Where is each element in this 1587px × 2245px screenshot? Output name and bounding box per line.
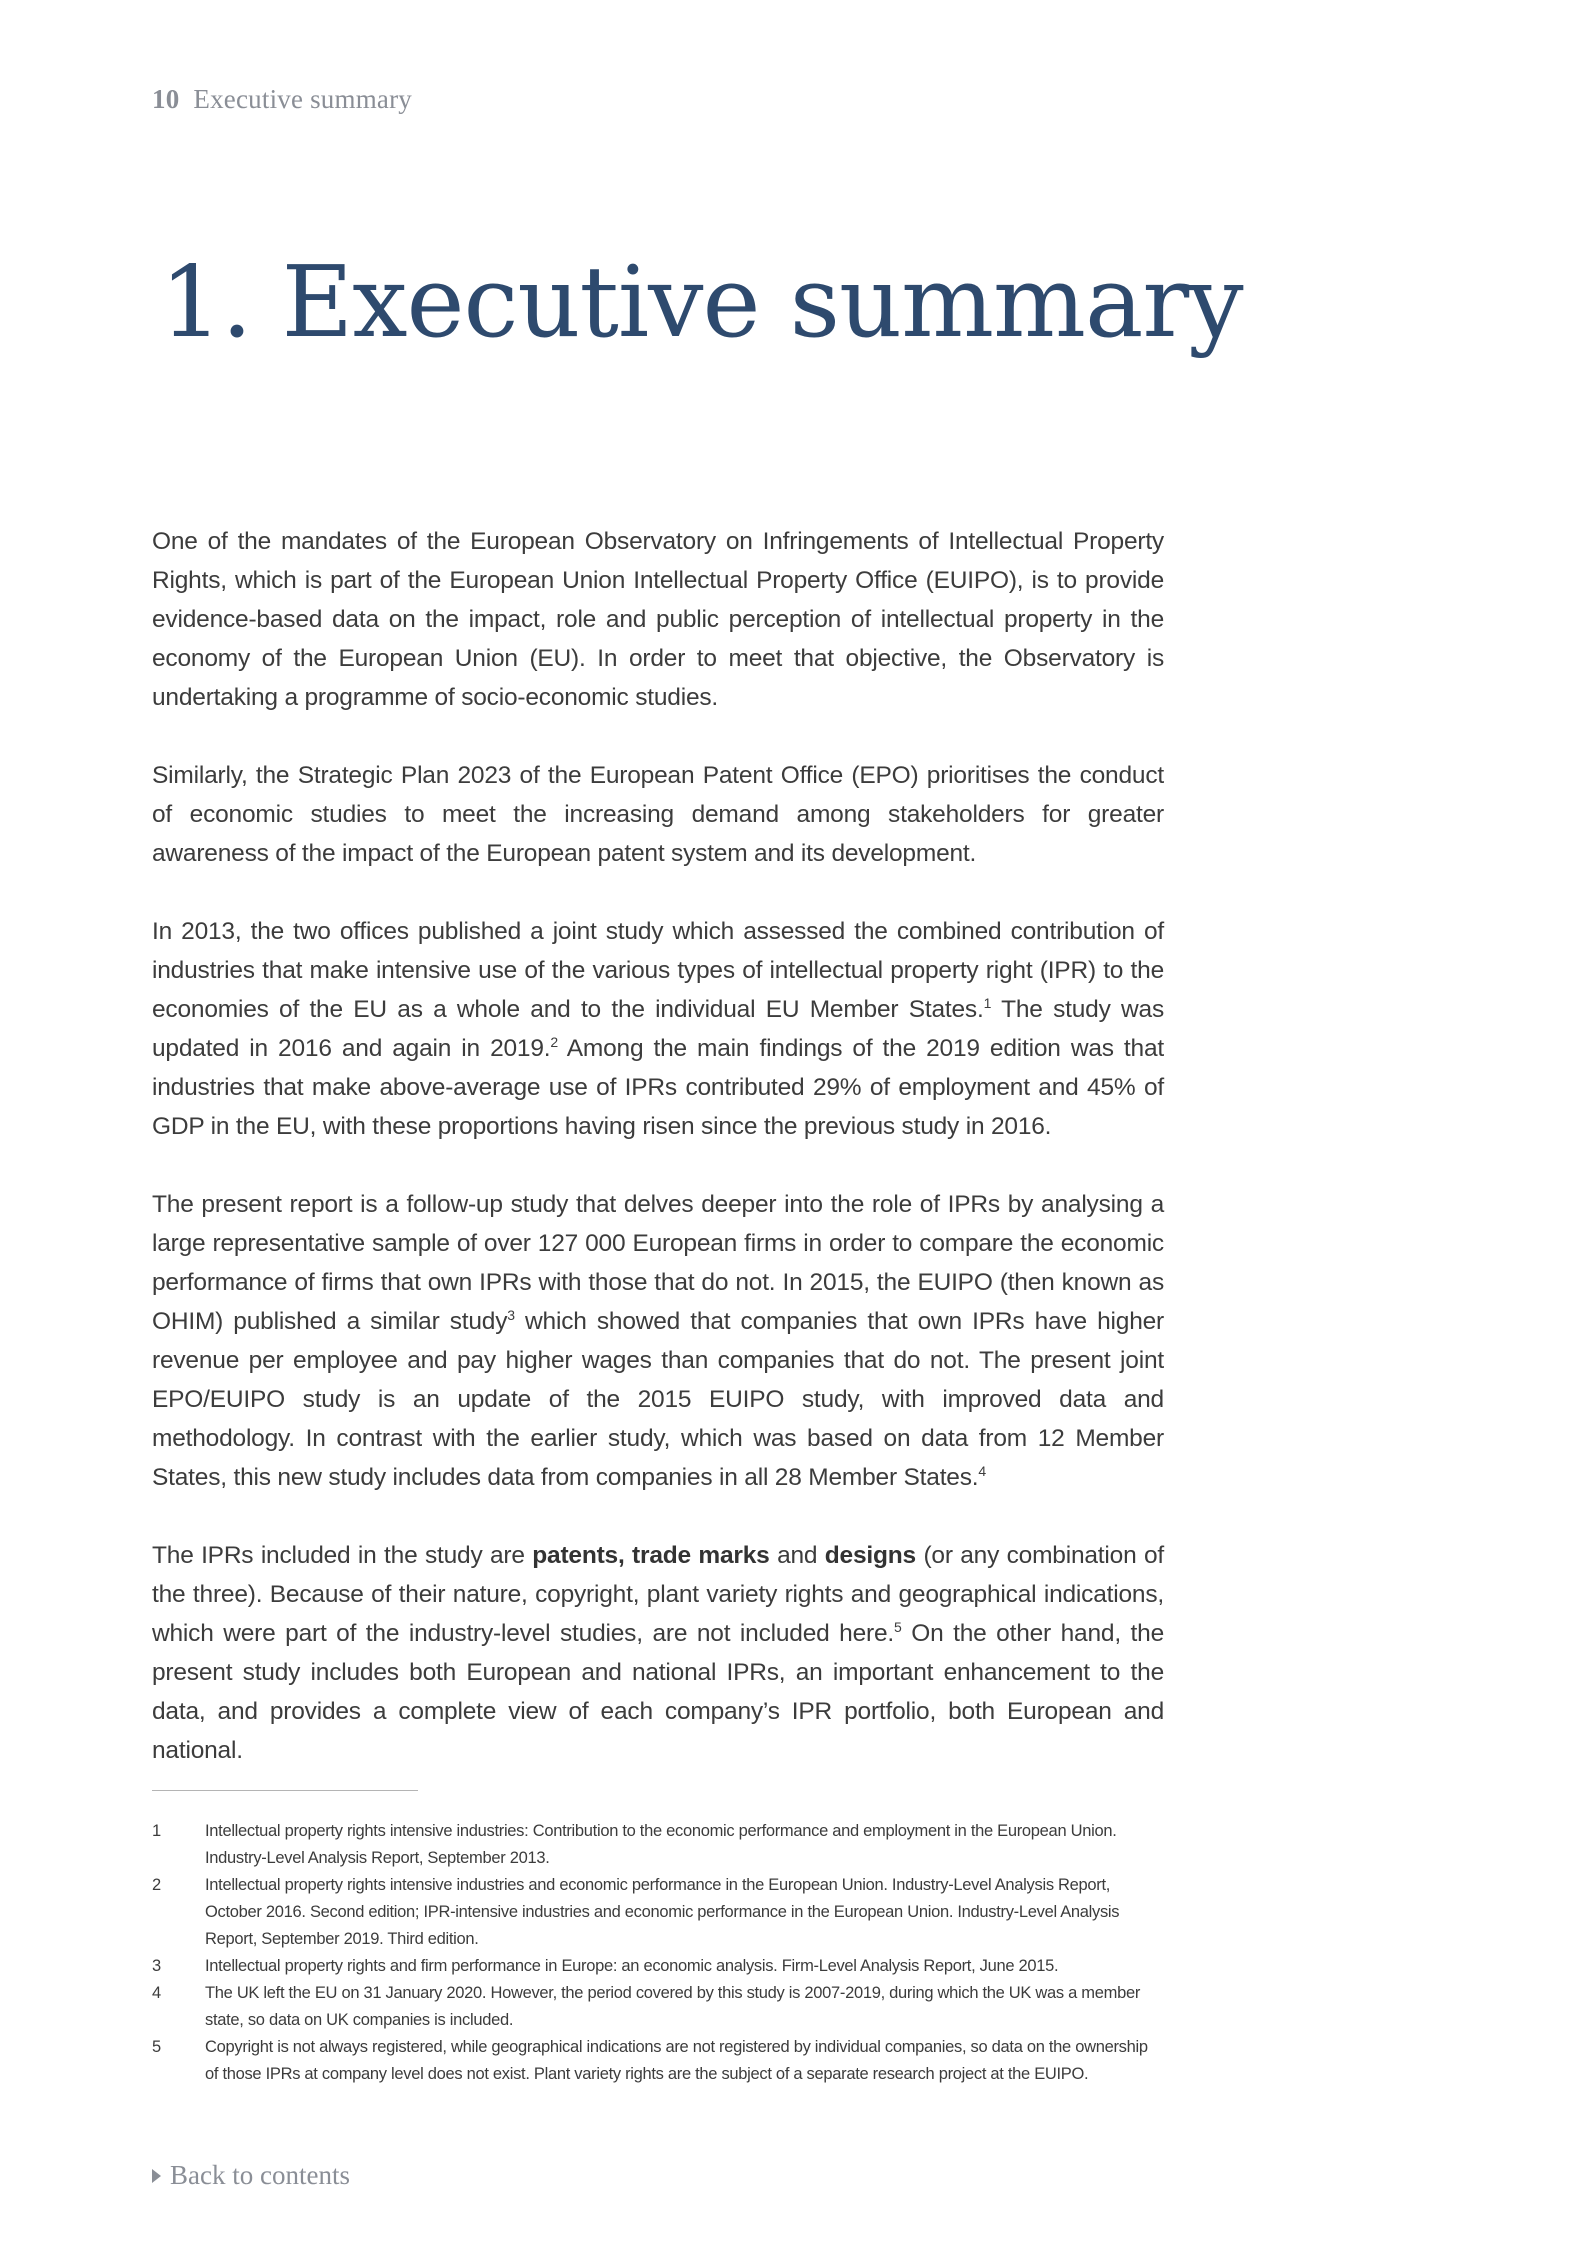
footnote-number: 2	[152, 1876, 161, 1894]
paragraph-5-text: On the other hand, the present study includes both European and national IPRs, an important enhancement to the data, and provides a complete view of each company’s IPR portfolio, both European and national.	[152, 1620, 1164, 1764]
paragraph-4-text: The present report is a follow-up study that delves deeper into the role of IPRs by analysing a large representative sample of over 127 000 European firms in order to compare the economic performance of firms that own IPRs with those that do not. In 2015, the EUIPO (then known as OHIM) published a similar study	[152, 1191, 1164, 1335]
footnote-ref-1[interactable]: 1	[983, 994, 992, 1011]
footnote-ref-3[interactable]: 3	[507, 1306, 515, 1323]
paragraph-2: Similarly, the Strategic Plan 2023 of the European Patent Office (EPO) prioritises the conduct of economic studies to meet the increasing demand among stakeholders for greater awareness of the impact of the European patent system and its development.	[152, 762, 1164, 867]
paragraph-4	[152, 1185, 1164, 1497]
footnote-text: The UK left the EU on 31 January 2020. However, the period covered by this study is 2007-2019, during which the UK was a member state, so data on UK companies is included.	[205, 1984, 1141, 2029]
footnote-ref-4[interactable]: 4	[978, 1462, 986, 1479]
footnote-2	[152, 1872, 1164, 1953]
body-text	[152, 522, 1164, 1809]
footnote-number: 5	[152, 2038, 161, 2056]
running-header	[152, 84, 412, 115]
paragraph-5-text: (or any combination of the three). Because of their nature, copyright, plant variety rights and geographical indications, which were part of the industry-level studies, are not included here.	[152, 1542, 1164, 1647]
paragraph-5-text: The IPRs included in the study are	[152, 1542, 533, 1569]
footnote-3	[152, 1953, 1164, 1980]
paragraph-5	[152, 1536, 1164, 1770]
footnote-text: Intellectual property rights intensive industries and economic performance in the European Union. Industry-Level Analysis Report, October 2016. Second edition; IPR-intensive industries and economic performance in the European Union. Industry-Level Analysis Report, September 2019. Third edition.	[205, 1876, 1120, 1948]
bold-term: designs	[824, 1542, 916, 1569]
footnotes	[152, 1818, 1164, 2088]
footnote-text: Intellectual property rights intensive industries: Contribution to the economic performance and employment in the European Union. Industry-Level Analysis Report, September 2013.	[205, 1822, 1117, 1867]
footnote-5	[152, 2034, 1164, 2088]
triangle-right-icon	[152, 2169, 161, 2183]
footnote-text: Copyright is not always registered, while geographical indications are not registered by individual companies, so data on the ownership of those IPRs at company level does not exist. Plant variety rights are the subject of a separate research project at the EUIPO.	[205, 2038, 1148, 2083]
footnote-ref-5[interactable]: 5	[894, 1618, 902, 1635]
footnote-ref-2[interactable]: 2	[550, 1033, 558, 1050]
paragraph-4-text: which showed that companies that own IPRs have higher revenue per employee and pay higher wages than companies that do not. The present joint EPO/EUIPO study is an update of the 2015 EUIPO study, with improved data and methodology. In contrast with the earlier study, which was based on data from 12 Member States, this new study includes data from companies in all 28 Member States.	[152, 1308, 1165, 1491]
footnote-number: 1	[152, 1822, 161, 1840]
paragraph-3-text: Among the main findings of the 2019 edition was that industries that make above-average use of IPRs contributed 29% of employment and 45% of GDP in the EU, with these proportions having risen since the previous study in 2016.	[152, 1035, 1164, 1140]
page-number: 10	[152, 84, 180, 114]
footnote-number: 3	[152, 1957, 161, 1975]
paragraph-1: One of the mandates of the European Observatory on Infringements of Intellectual Property Rights, which is part of the European Union Intellectual Property Office (EUIPO), is to provide evidence-based data on the impact, role and public perception of intellectual property in the economy of the European Union (EU). In order to meet that objective, the Observatory is undertaking a programme of socio-economic studies.	[152, 528, 1164, 711]
paragraph-3-text: The study was updated in 2016 and again in 2019.	[152, 996, 1164, 1062]
back-to-contents-link[interactable]	[152, 2160, 350, 2191]
running-header-section: Executive summary	[193, 84, 412, 114]
chapter-title: 1. Executive summary	[160, 246, 1243, 360]
footnote-4	[152, 1980, 1164, 2034]
footnote-number: 4	[152, 1984, 161, 2002]
footnote-1	[152, 1818, 1164, 1872]
footnote-divider	[152, 1790, 418, 1791]
bold-term: patents, trade marks	[532, 1542, 770, 1569]
footnote-text: Intellectual property rights and firm performance in Europe: an economic analysis. Firm-Level Analysis Report, June 2015.	[205, 1957, 1059, 1975]
paragraph-3-text: In 2013, the two offices published a joint study which assessed the combined contribution of industries that make intensive use of the various types of intellectual property right (IPR) to the economies of the EU as a whole and to the individual EU Member States.	[152, 918, 1164, 1023]
paragraph-5-text: and	[769, 1542, 825, 1569]
paragraph-3	[152, 912, 1164, 1146]
back-to-contents-label: Back to contents	[170, 2160, 350, 2190]
